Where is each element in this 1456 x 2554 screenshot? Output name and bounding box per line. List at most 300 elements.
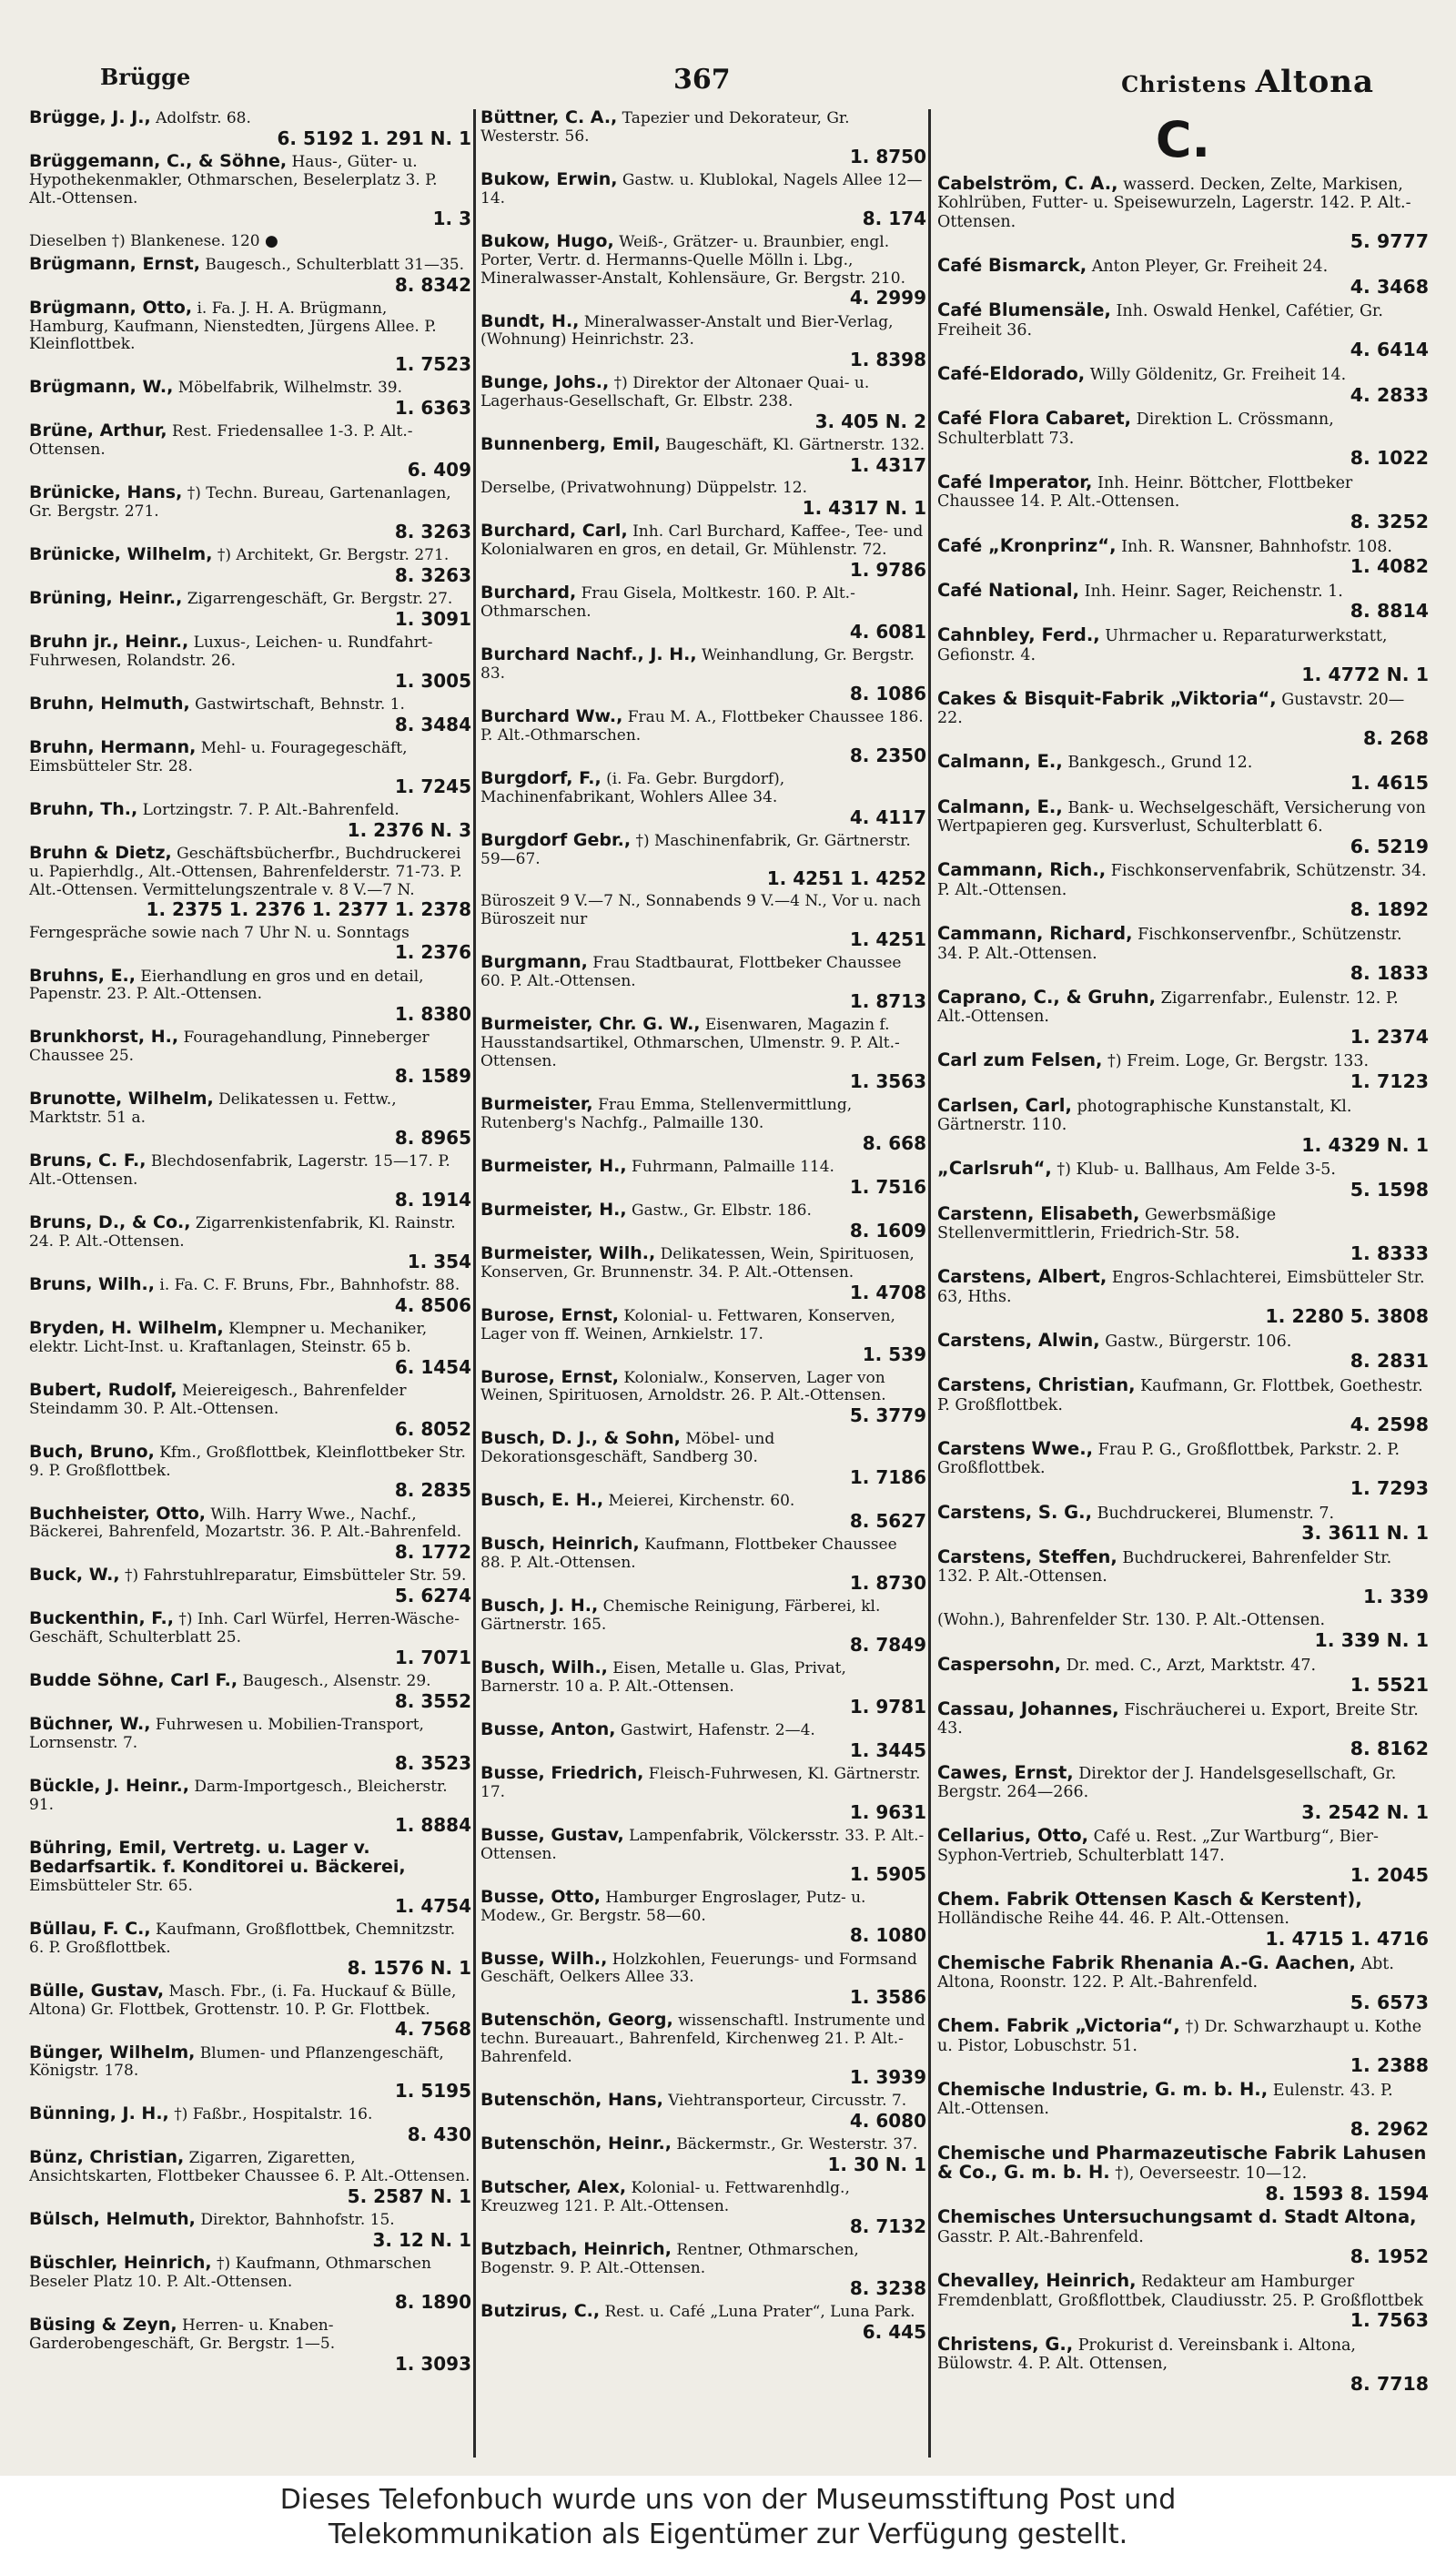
- listing-phone: 3. 12 N. 1: [372, 2229, 471, 2252]
- listing-phone: 1. 4317 N. 1: [802, 497, 926, 520]
- listing-name: Bubert, Rudolf,: [29, 1379, 177, 1400]
- listing-phone: 8. 2831: [1350, 1350, 1429, 1373]
- listing-phone: 5. 3779: [849, 1404, 926, 1427]
- listing-name: Brüne, Arthur,: [29, 421, 167, 441]
- listing-entry: [29, 798, 471, 841]
- listing-entry: [937, 1890, 1429, 1950]
- listing-details: Inh. Carl Burchard, Kaffee-, Tee- und Kolonialwaren en gros, en detail, Gr. Mühlenstr. 72.: [480, 522, 924, 560]
- column-divider: [928, 109, 931, 2458]
- listing-entry: [480, 1155, 926, 1198]
- listing-details: Dieselben †) Blankenese. 120 ●: [29, 231, 278, 250]
- listing-details: i. Fa. C. F. Bruns, Fbr., Bahnhofstr. 88.: [159, 1275, 460, 1294]
- listing-details: Blechdosenfabrik, Lagerstr. 15—17. P. Alt.-Ottensen.: [29, 1152, 450, 1190]
- listing-entry: [937, 365, 1429, 405]
- listing-details: Fischkonservenfbr., Schützenstr. 34. P. Alt.-Ottensen.: [937, 926, 1402, 963]
- listing-name: Buckenthin, F.,: [29, 1608, 174, 1629]
- listing-name: Café „Kronprinz“,: [937, 534, 1117, 556]
- listing-phone: 3. 405 N. 2: [814, 410, 926, 433]
- listing-phone: 1. 6363: [394, 397, 471, 420]
- listing-details: wasserd. Decken, Zelte, Markisen, Kohlrüben, Futter- u. Speisewurzeln, Lagerstr. 142. P. Alt.-Ottensen.: [937, 176, 1411, 231]
- listing-name: Brüggemann, C., & Söhne,: [29, 150, 288, 171]
- listing-phone: 1. 4251 1. 4252: [766, 867, 926, 890]
- listing-details: Rest. Friedensallee 1-3. P. Alt.-Ottensen.: [29, 422, 413, 460]
- listing-name: Bruhns, E.,: [29, 965, 136, 986]
- listing-entry: [29, 1090, 471, 1148]
- column-1: [29, 109, 471, 2458]
- listing-phone: 1. 2376: [394, 941, 471, 964]
- listing-phone: 8. 668: [862, 1131, 926, 1154]
- listing-entry: [480, 1762, 926, 1823]
- listing-details: †) Dr. Schwarzhaupt u. Kothe u. Pistor, Lobuschstr. 51.: [937, 2018, 1422, 2055]
- listing-entry: [937, 1268, 1429, 1327]
- listing-phone: 4. 3468: [1350, 275, 1429, 298]
- listing-name: Busch, Heinrich,: [480, 1534, 640, 1555]
- listing-details: Meierei, Kirchenstr. 60.: [608, 1492, 795, 1511]
- listing-details: Holländische Reihe 44. 46. P. Alt.-Ottensen.: [937, 1910, 1289, 1929]
- listing-phone: 8. 5627: [849, 1510, 926, 1533]
- listing-details: †) Kaufmann, Othmarschen Beseler Platz 10. P. Alt.-Ottensen.: [29, 2255, 431, 2292]
- listing-name: Cammann, Richard,: [937, 923, 1133, 945]
- listing-phone: 1. 2375 1. 2376 1. 2377 1. 2378: [146, 898, 471, 921]
- listing-phone: 1. 339: [1363, 1585, 1429, 1607]
- listing-details: Zigarrenfabr., Eulenstr. 12. P. Alt.-Ottensen.: [937, 988, 1399, 1027]
- listing-phone: 1. 2388: [1350, 2054, 1429, 2077]
- listing-name: Carstens Wwe.,: [937, 1437, 1094, 1459]
- listing-entry: [480, 767, 926, 828]
- listing-entry: [480, 1824, 926, 1885]
- listing-name: Busch, D. J., & Sohn,: [480, 1428, 681, 1449]
- listing-details: Darm-Importgesch., Bleicherstr. 91.: [29, 1778, 448, 1815]
- header-right-prefix: Christens: [1121, 71, 1248, 97]
- listing-details: Fischkonservenfabrik, Schützenstr. 34. P. Alt.-Ottensen.: [937, 862, 1427, 899]
- listing-phone: 8. 3484: [394, 713, 471, 735]
- listing-phone: 4. 7568: [394, 2018, 471, 2041]
- listing-entry: [29, 736, 471, 797]
- listing-name: Bückle, J. Heinr.,: [29, 1776, 189, 1797]
- listing-details: Inh. Heinr. Böttcher, Flottbeker Chaussee 14. P. Alt.-Ottensen.: [937, 473, 1353, 512]
- listing-details: Eulenstr. 43. P. Alt.-Ottensen.: [937, 2082, 1393, 2119]
- listing-details: Fuhrmann, Palmaille 114.: [632, 1157, 834, 1176]
- listing-phone: 8. 3263: [394, 564, 471, 587]
- listing-name: Bruhn, Hermann,: [29, 736, 197, 757]
- listing-entry: [29, 925, 471, 963]
- listing-details: Engros-Schlachterei, Eimsbütteler Str. 63, Hths.: [937, 1269, 1425, 1306]
- listing-entry: [937, 2208, 1429, 2267]
- listing-entry: [480, 2135, 926, 2174]
- listing-name: Brünicke, Hans,: [29, 482, 183, 503]
- listing-phone: 1. 7123: [1350, 1069, 1429, 1092]
- listing-phone: 8. 174: [862, 207, 926, 229]
- listing-name: Butzbach, Heinrich,: [480, 2239, 672, 2260]
- listing-name: Busse, Friedrich,: [480, 1762, 644, 1783]
- listing-details: Frau M. A., Flottbeker Chaussee 186. P. Alt.-Othmarschen.: [480, 707, 924, 745]
- listing-name: Bülsch, Helmuth,: [29, 2209, 196, 2230]
- listing-name: Calmann, E.,: [937, 796, 1063, 817]
- listing-phone: 1. 9786: [849, 559, 926, 582]
- listing-phone: 8. 7132: [849, 2214, 926, 2237]
- listing-name: Bukow, Erwin,: [480, 168, 618, 189]
- listing-details: †) Fahrstuhlreparatur, Eimsbütteler Str. 59.: [125, 1566, 467, 1586]
- listing-name: Bunnenberg, Emil,: [480, 434, 661, 455]
- listing-phone: 8. 1772: [394, 1541, 471, 1564]
- listing-name: Butenschön, Heinr.,: [480, 2133, 672, 2154]
- listing-phone: 1. 5195: [394, 2080, 471, 2103]
- listing-entry: [937, 988, 1429, 1048]
- listing-name: Bruns, Wilh.,: [29, 1273, 155, 1294]
- listing-details: Uhrmacher u. Reparaturwerkstatt, Gefionstr. 4.: [937, 627, 1388, 664]
- listing-name: Chemische Fabrik Rhenania A.-G. Aachen,: [937, 1951, 1356, 1973]
- listing-phone: 4. 6081: [849, 620, 926, 643]
- listing-name: Café Flora Cabaret,: [937, 408, 1132, 430]
- listing-entry: [480, 2179, 926, 2236]
- listing-details: Fischräucherei u. Export, Breite Str. 43.: [937, 1700, 1419, 1738]
- header-right-keyword: [1121, 64, 1374, 100]
- listing-phone: 8. 8814: [1350, 600, 1429, 623]
- listing-phone: 1. 3093: [394, 2352, 471, 2375]
- listing-entry: [29, 842, 471, 921]
- listing-phone: 1. 7523: [394, 353, 471, 376]
- listing-details: Rentner, Othmarschen, Bogenstr. 9. P. Alt.-Ottensen.: [480, 2241, 859, 2277]
- listing-details: (i. Fa. Gebr. Burgdorf), Machinenfabrikant, Wohlers Allee 34.: [480, 769, 785, 806]
- listing-entry: [937, 798, 1429, 857]
- listing-details: Ferngespräche sowie nach 7 Uhr N. u. Sonntags: [29, 923, 410, 942]
- listing-phone: 8. 2962: [1350, 2117, 1429, 2140]
- listing-details: Viehtransporteur, Circusstr. 7.: [668, 2092, 907, 2111]
- listing-name: Carstens, Steffen,: [937, 1546, 1117, 1567]
- listing-details: Delikatessen u. Fettw., Marktstr. 51 a.: [29, 1090, 397, 1128]
- listing-details: Geschäftsbücherfbr., Buchdruckerei u. Papierhdlg., Alt.-Ottensen, Bahrenfelderstr. 71-73. P. Alt.-Ottensen. Vermittelungszentrale v. 8 V.—7 N.: [29, 844, 462, 899]
- listing-entry: [480, 1242, 926, 1303]
- listing-phone: 4. 2999: [849, 287, 926, 309]
- listing-details: Gustavstr. 20—22.: [937, 690, 1405, 728]
- listing-phone: 1. 3586: [849, 1986, 926, 2009]
- listing-details: Chemische Reinigung, Färberei, kl. Gärtnerstr. 165.: [480, 1597, 881, 1635]
- listing-name: Café Bismarck,: [937, 255, 1087, 277]
- listing-entry: [29, 109, 471, 148]
- listing-entry: [29, 695, 471, 735]
- listing-entry: [29, 2105, 471, 2144]
- listing-name: Butenschön, Hans,: [480, 2090, 663, 2111]
- listing-phone: 1. 2376 N. 3: [347, 818, 471, 841]
- listing-name: Cellarius, Otto,: [937, 1825, 1089, 1847]
- listing-entry: [29, 379, 471, 418]
- listing-phone: 5. 1598: [1350, 1178, 1429, 1201]
- listing-details: †) Techn. Bureau, Gartenanlagen, Gr. Bergstr. 271.: [29, 484, 451, 522]
- listing-name: Buch, Bruno,: [29, 1441, 155, 1462]
- listing-phone: 8. 1892: [1350, 898, 1429, 921]
- listing-phone: 1. 8333: [1350, 1242, 1429, 1264]
- listing-name: Busse, Otto,: [480, 1886, 601, 1907]
- listing-entry: [29, 1778, 471, 1835]
- listing-details: Willy Göldenitz, Gr. Freiheit 14.: [1089, 366, 1347, 385]
- listing-entry: [29, 1441, 471, 1502]
- listing-phone: 1. 4251: [849, 928, 926, 951]
- listing-name: Bruns, D., & Co.,: [29, 1212, 191, 1233]
- listing-name: Butenschön, Georg,: [480, 2010, 673, 2031]
- listing-phone: 6. 8052: [394, 1417, 471, 1440]
- listing-name: Chemisches Untersuchungsamt d. Stadt Altona,: [937, 2206, 1417, 2228]
- listing-phone: 1. 4715 1. 4716: [1265, 1927, 1429, 1950]
- listing-phone: 8. 1576 N. 1: [347, 1956, 471, 1979]
- column-3: [937, 109, 1429, 2458]
- listing-name: Burchard Ww.,: [480, 705, 623, 726]
- listing-name: Carstens, Alwin,: [937, 1329, 1100, 1351]
- listing-entry: [29, 1918, 471, 1979]
- listing-entry: [480, 230, 926, 309]
- listing-details: †) Architekt, Gr. Bergstr. 271.: [217, 546, 450, 565]
- listing-phone: 4. 8506: [394, 1293, 471, 1316]
- listing-entry: [480, 829, 926, 890]
- listing-name: Caprano, C., & Gruhn,: [937, 986, 1157, 1008]
- listing-entry: [937, 1951, 1429, 2013]
- listing-name: Brügmann, Otto,: [29, 297, 193, 318]
- listing-entry: [29, 422, 471, 480]
- listing-name: Bryden, H. Wilhelm,: [29, 1317, 224, 1338]
- listing-phone: 8. 7718: [1350, 2372, 1429, 2395]
- listing-phone: 1. 30 N. 1: [827, 2154, 926, 2176]
- listing-name: Bruhn & Dietz,: [29, 842, 172, 863]
- listing-phone: 8. 1609: [849, 1219, 926, 1242]
- listing-details: Direktor der J. Handelsgesellschaft, Gr. Bergstr. 264—266.: [937, 1764, 1397, 1802]
- listing-name: Carstenn, Elisabeth,: [937, 1202, 1140, 1224]
- listing-phone: 8. 1914: [394, 1188, 471, 1211]
- listing-phone: 1. 2045: [1350, 1864, 1429, 1887]
- listing-name: Busch, J. H.,: [480, 1596, 599, 1617]
- listing-phone: 1. 539: [862, 1343, 926, 1365]
- listing-phone: 1. 7245: [394, 775, 471, 797]
- listing-phone: 4. 2833: [1350, 383, 1429, 406]
- listing-entry: [29, 1379, 471, 1440]
- listing-details: Masch. Fbr., (i. Fa. Huckauf & Bülle, Altona) Gr. Flottbek, Grottenstr. 10. P. Gr. Flottbek.: [29, 1981, 457, 2019]
- listing-entry: [937, 687, 1429, 749]
- listing-entry: [937, 753, 1429, 793]
- listing-phone: 8. 8162: [1350, 1737, 1429, 1759]
- listing-details: Möbelfabrik, Wilhelmstr. 39.: [177, 379, 403, 398]
- listing-entry: [480, 1016, 926, 1091]
- listing-phone: 1. 9781: [849, 1695, 926, 1718]
- listing-name: Carl zum Felsen,: [937, 1049, 1103, 1071]
- listing-phone: 8. 8965: [394, 1127, 471, 1150]
- listing-entry: [937, 1051, 1429, 1091]
- listing-entry: [480, 2092, 926, 2131]
- listing-phone: 1. 8398: [849, 349, 926, 371]
- listing-phone: 5. 2587 N. 1: [347, 2185, 471, 2208]
- listing-phone: 8. 268: [1363, 726, 1429, 749]
- listing-entry: [29, 1317, 471, 1378]
- listing-name: Büllau, F. C.,: [29, 1918, 151, 1939]
- listing-entry: [29, 590, 471, 629]
- listing-name: Bünz, Christian,: [29, 2147, 185, 2168]
- section-letter: C.: [1155, 111, 1211, 168]
- listing-entry: [480, 374, 926, 431]
- listing-name: Carstens, Albert,: [937, 1266, 1107, 1288]
- listing-details: †) Klub- u. Ballhaus, Am Felde 3-5.: [1057, 1160, 1336, 1180]
- listing-phone: 1. 7293: [1350, 1476, 1429, 1499]
- listing-details: Meiereigesch., Bahrenfelder Steindamm 30. P. Alt.-Ottensen.: [29, 1381, 407, 1418]
- listing-name: Burgmann,: [480, 952, 588, 973]
- listing-phone: 8. 3263: [394, 521, 471, 543]
- listing-name: Chemische und Pharmazeutische Fabrik Lahusen & Co., G. m. b. H.: [937, 2142, 1427, 2184]
- listing-name: Cawes, Ernst,: [937, 1761, 1074, 1783]
- listing-details: Prokurist d. Vereinsbank i. Altona, Bülowstr. 4. P. Alt. Ottensen,: [937, 2336, 1356, 2374]
- listing-phone: 6. 1454: [394, 1355, 471, 1378]
- listing-name: Cakes & Bisquit-Fabrik „Viktoria“,: [937, 687, 1277, 709]
- listing-entry: [937, 1202, 1429, 1264]
- listing-entry: [480, 646, 926, 704]
- listing-name: Bruns, C. F.,: [29, 1150, 147, 1171]
- listing-name: Cahnbley, Ferd.,: [937, 624, 1100, 646]
- listing-entry: [937, 2333, 1429, 2395]
- listing-name: Burmeister,: [480, 1094, 593, 1114]
- listing-details: Zigarren, Zigaretten, Ansichtskarten, Flottbeker Chaussee 6. P. Alt.-Ottensen.: [29, 2149, 470, 2186]
- listing-name: Büchner, W.,: [29, 1714, 151, 1735]
- listing-phone: 1. 8380: [394, 1003, 471, 1026]
- listing-details: Café u. Rest. „Zur Wartburg“, Bier-Syphon-Vertrieb, Schulterblatt 147.: [937, 1828, 1379, 1865]
- listing-entry: [29, 2149, 471, 2206]
- listing-details: Gastw., Gr. Elbstr. 186.: [632, 1201, 812, 1220]
- listing-entry: [937, 1329, 1429, 1373]
- listing-details: Mineralwasser-Anstalt und Bier-Verlag, (Wohnung) Heinrichstr. 23.: [480, 312, 894, 350]
- listing-entry: [29, 1029, 471, 1086]
- listing-name: Chem. Fabrik Ottensen Kasch & Kersten†),: [937, 1888, 1362, 1910]
- listing-entry: [480, 1597, 926, 1655]
- footer-line-2: Telekommunikation als Eigentümer zur Verfügung gestellt.: [328, 2519, 1128, 2550]
- listing-phone: 8. 1890: [394, 2291, 471, 2314]
- listing-details: Kaufmann, Großflottbek, Chemnitzstr. 6. P. Großflottbek.: [29, 1920, 456, 1957]
- listing-entry: [480, 1096, 926, 1153]
- listing-details: Direktion L. Crössmann, Schulterblatt 73.: [937, 410, 1334, 448]
- running-head: [100, 64, 1374, 100]
- listing-phone: 8. 1833: [1350, 962, 1429, 984]
- listing-entry: [29, 1716, 471, 1773]
- listing-name: Busse, Anton,: [480, 1718, 616, 1739]
- listing-details: Redakteur am Hamburger Fremdenblatt, Großflottbek, Claudiusstr. 25. P. Großflottbek: [937, 2273, 1423, 2310]
- listing-name: Butzirus, C.,: [480, 2300, 601, 2321]
- listing-phone: 4. 4117: [849, 806, 926, 828]
- listing-phone: 1. 2280 5. 3808: [1265, 1305, 1429, 1328]
- listing-entry: [937, 1700, 1429, 1759]
- listing-phone: 8. 1593 8. 1594: [1265, 2182, 1429, 2204]
- listing-name: Calmann, E.,: [937, 751, 1063, 773]
- listing-entry: [29, 1839, 471, 1916]
- listing-phone: 3. 3611 N. 1: [1301, 1522, 1429, 1544]
- listing-name: „Carlsruh“,: [937, 1158, 1052, 1180]
- listing-entry: [480, 1492, 926, 1531]
- listing-entry: [29, 484, 471, 542]
- listing-name: Bruhn, Helmuth,: [29, 693, 190, 714]
- listing-phone: 8. 1080: [849, 1924, 926, 1947]
- listing-details: Bankgesch., Grund 12.: [1067, 754, 1253, 773]
- listing-details: Baugesch., Schulterblatt 31—35.: [205, 255, 465, 274]
- listing-phone: 1. 5521: [1350, 1674, 1429, 1697]
- listing-name: Burose, Ernst,: [480, 1304, 619, 1325]
- listing-name: Bünger, Wilhelm,: [29, 2042, 196, 2062]
- listing-details: Gastw., Bürgerstr. 106.: [1105, 1332, 1292, 1351]
- listing-name: Cabelström, C. A.,: [937, 173, 1118, 194]
- footer-line-1: Dieses Telefonbuch wurde uns von der Museumsstiftung Post und: [279, 2484, 1177, 2516]
- listing-phone: 8. 8342: [394, 273, 471, 296]
- listing-details: Inh. Heinr. Sager, Reichenstr. 1.: [1084, 582, 1343, 601]
- listing-name: Burmeister, H.,: [480, 1199, 627, 1220]
- listing-details: Kolonial- u. Fettwarenhdlg., Kreuzweg 121. P. Alt.-Ottensen.: [480, 2179, 850, 2216]
- listing-name: Brügmann, Ernst,: [29, 253, 200, 274]
- listing-entry: [937, 301, 1429, 360]
- listing-entry: [937, 1761, 1429, 1823]
- listing-name: Büschler, Heinrich,: [29, 2253, 212, 2274]
- listing-name: Butscher, Alex,: [480, 2177, 627, 2198]
- listing-details: Kolonialw., Konserven, Lager von Weinen, Spirituosen, Arnoldstr. 26. P. Alt.-Ottensen.: [480, 1368, 886, 1405]
- listing-phone: 6. 5219: [1350, 835, 1429, 857]
- listing-details: Gastwirt, Hafenstr. 2—4.: [620, 1720, 815, 1739]
- listing-name: Burchard Nachf., J. H.,: [480, 644, 697, 664]
- listing-entry: [29, 1505, 471, 1563]
- listing-details: Wilh. Harry Wwe., Nachf., Bäckerei, Bahrenfeld, Mozartstr. 36. P. Alt.-Bahrenfeld.: [29, 1505, 462, 1542]
- listing-entry: [29, 2316, 471, 2374]
- listing-entry: [29, 253, 471, 296]
- listing-details: (Wohn.), Bahrenfelder Str. 130. P. Alt.-Ottensen.: [937, 1611, 1326, 1630]
- listing-entry: [937, 2144, 1429, 2204]
- listing-name: Café Blumensäle,: [937, 299, 1111, 321]
- column-2: [480, 109, 926, 2458]
- listing-entry: [29, 1214, 471, 1272]
- listing-name: Bruhn, Th.,: [29, 798, 138, 819]
- listing-details: Klempner u. Mechaniker, elektr. Licht-Inst. u. Kraftanlagen, Steinstr. 65 b.: [29, 1319, 428, 1356]
- listing-entry: [937, 925, 1429, 984]
- listing-phone: 1. 4708: [849, 1281, 926, 1303]
- listing-details: †) Freim. Loge, Gr. Bergstr. 133.: [1107, 1052, 1370, 1071]
- listing-name: Busch, E. H.,: [480, 1490, 604, 1511]
- listing-name: Brunkhorst, H.,: [29, 1027, 179, 1048]
- listing-details: Anton Pleyer, Gr. Freiheit 24.: [1091, 258, 1329, 277]
- listing-phone: 1. 4615: [1350, 771, 1429, 794]
- listing-phone: 4. 6080: [849, 2110, 926, 2133]
- listing-entry: [480, 1948, 926, 2009]
- listing-name: Busse, Gustav,: [480, 1824, 624, 1845]
- listing-name: Burgdorf, F.,: [480, 767, 602, 788]
- listing-phone: 8. 1589: [394, 1065, 471, 1088]
- listing-name: Chevalley, Heinrich,: [937, 2270, 1137, 2292]
- listing-details: Holzkohlen, Feuerungs- und Formsand Geschäft, Oelkers Allee 33.: [480, 1950, 917, 1987]
- listing-details: †) Inh. Carl Würfel, Herren-Wäsche-Geschäft, Schulterblatt 25.: [29, 1610, 460, 1647]
- listing-entry: [937, 626, 1429, 685]
- listing-phone: 1. 4754: [394, 1894, 471, 1917]
- listing-name: Brünicke, Wilhelm,: [29, 544, 213, 565]
- listing-name: Burmeister, Wilh.,: [480, 1242, 656, 1263]
- listing-details: Eimsbütteler Str. 65.: [29, 1876, 193, 1895]
- listing-entry: [480, 1430, 926, 1487]
- listing-name: Burmeister, Chr. G. W.,: [480, 1014, 701, 1035]
- listing-entry: [29, 233, 471, 251]
- listing-phone: 1. 4329 N. 1: [1301, 1133, 1429, 1156]
- listing-details: Inh. R. Wansner, Bahnhofstr. 108.: [1121, 537, 1392, 556]
- listing-name: Büsing & Zeyn,: [29, 2315, 177, 2336]
- listing-name: Bruhn jr., Heinr.,: [29, 632, 189, 653]
- listing-name: Brügge, J. J.,: [29, 109, 151, 127]
- listing-name: Brügmann, W.,: [29, 377, 174, 398]
- listing-entry: [480, 436, 926, 475]
- listing-entry: [480, 109, 926, 167]
- listing-phone: 6. 409: [407, 459, 471, 481]
- listing-entry: [480, 584, 926, 642]
- listing-details: Eierhandlung en gros und en detail, Papenstr. 23. P. Alt.-Ottensen.: [29, 967, 424, 1004]
- listing-entry: [937, 2017, 1429, 2076]
- listing-details: Dr. med. C., Arzt, Marktstr. 47.: [1066, 1656, 1317, 1675]
- listing-entry: [480, 1535, 926, 1593]
- listing-entry: [480, 893, 926, 949]
- listing-entry: [937, 1548, 1429, 1607]
- listing-details: Hamburger Engroslager, Putz- u. Modew., Gr. Bergstr. 58—60.: [480, 1888, 866, 1925]
- listing-entry: [937, 2272, 1429, 2331]
